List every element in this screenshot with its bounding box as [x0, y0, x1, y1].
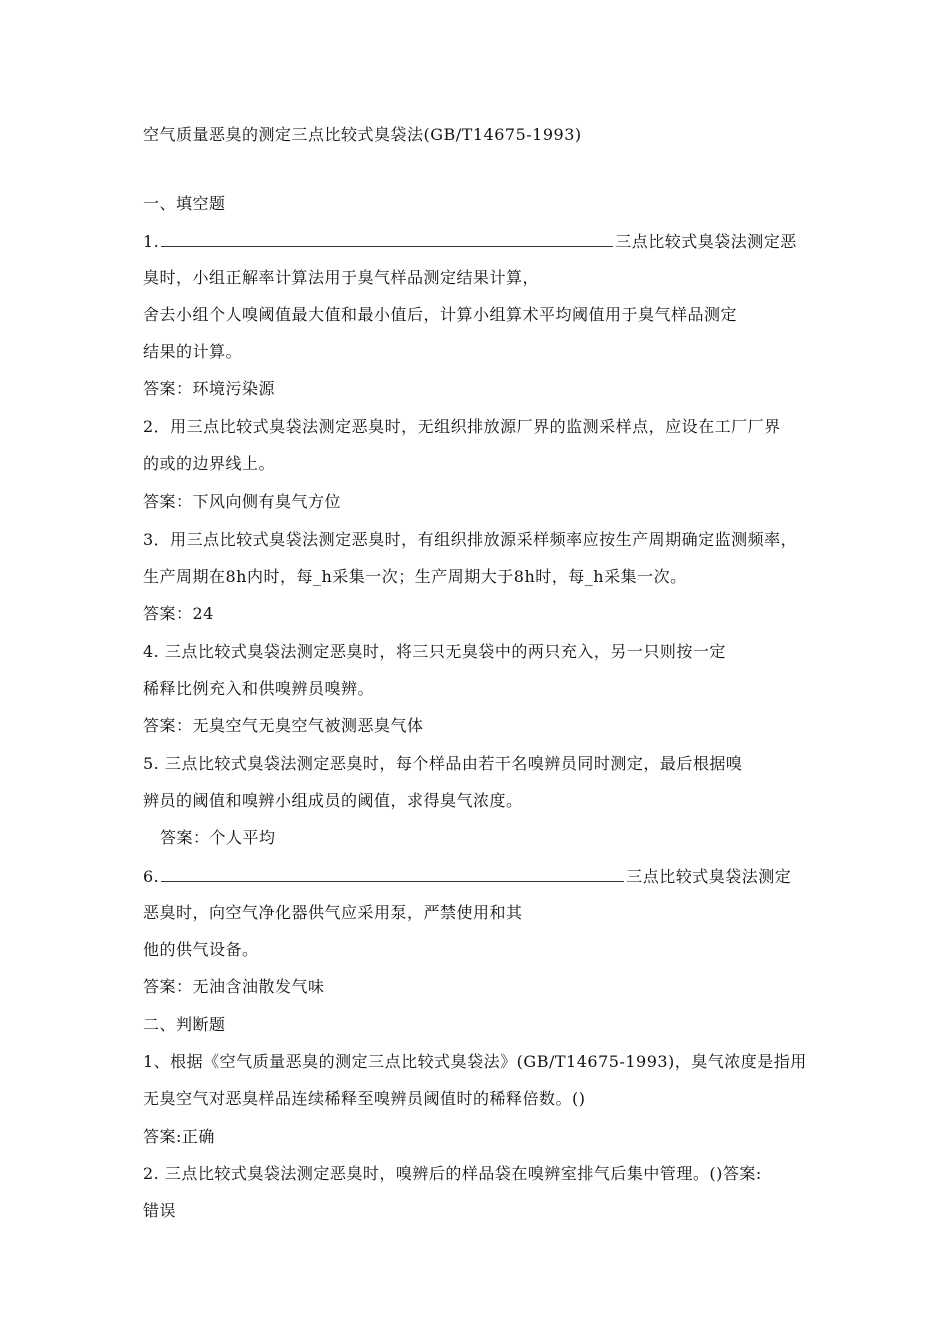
- q1-answer: 答案：环境污染源: [143, 379, 276, 398]
- q1-blank: [161, 230, 613, 247]
- q2-answer: 答案：下风向侧有臭气方位: [143, 492, 342, 511]
- tf2-line2: 错误: [143, 1201, 177, 1220]
- tf2-line1: 2. 三点比较式臭袋法测定恶臭时，嗅辨后的样品袋在嗅辨室排气后集中管理。()答案:: [143, 1164, 762, 1183]
- q1-line3: 舍去小组个人嗅阈值最大值和最小值后，计算小组算术平均阈值用于臭气样品测定: [143, 305, 738, 324]
- document-title: 空气质量恶臭的测定三点比较式臭袋法(GB/T14675-1993): [143, 125, 582, 144]
- q6-line1: [143, 865, 791, 888]
- q1-line1-text: 三点比较式臭袋法测定恶: [615, 232, 797, 251]
- q2-line2: 的或的边界线上。: [143, 454, 276, 473]
- q4-line1: 4. 三点比较式臭袋法测定恶臭时，将三只无臭袋中的两只充入，另一只则按一定: [143, 642, 726, 661]
- q1-line1: [143, 230, 797, 253]
- q1-line4: 结果的计算。: [143, 342, 243, 361]
- section-heading-fill-in: 一、填空题: [143, 194, 226, 213]
- q6-number: 6.: [143, 867, 160, 886]
- q5-line2: 辨员的阈值和嗅辨小组成员的阈值，求得臭气浓度。: [143, 791, 523, 810]
- q1-number: 1.: [143, 232, 160, 251]
- q2-line1: 2．用三点比较式臭袋法测定恶臭时，无组织排放源厂界的监测采样点，应设在工厂厂界: [143, 417, 781, 436]
- tf1-line2: 无臭空气对恶臭样品连续稀释至嗅辨员阈值时的稀释倍数。(): [143, 1089, 586, 1108]
- q5-answer: 答案：个人平均: [160, 828, 276, 847]
- q6-line1-text: 三点比较式臭袋法测定: [626, 867, 792, 886]
- tf1-line1: 1、根据《空气质量恶臭的测定三点比较式臭袋法》(GB/T14675-1993)，臭气浓度是指用: [143, 1052, 807, 1071]
- q3-line2: 生产周期在8h内时，每_h采集一次；生产周期大于8h时，每_h采集一次。: [143, 567, 687, 586]
- q6-line3: 他的供气设备。: [143, 940, 259, 959]
- q6-blank: [161, 865, 624, 882]
- q1-line2: 臭时，小组正解率计算法用于臭气样品测定结果计算，: [143, 268, 540, 287]
- section-heading-true-false: 二、判断题: [143, 1015, 226, 1034]
- q4-line2: 稀释比例充入和供嗅辨员嗅辨。: [143, 679, 375, 698]
- q6-answer: 答案：无油含油散发气味: [143, 977, 325, 996]
- tf1-answer: 答案:正确: [143, 1127, 215, 1146]
- q3-answer: 答案：24: [143, 604, 214, 623]
- q3-line1: 3．用三点比较式臭袋法测定恶臭时，有组织排放源采样频率应按生产周期确定监测频率，: [143, 530, 798, 549]
- q4-answer: 答案：无臭空气无臭空气被测恶臭气体: [143, 716, 424, 735]
- q6-line2: 恶臭时，向空气净化器供气应采用泵，严禁使用和其: [143, 903, 523, 922]
- q5-line1: 5. 三点比较式臭袋法测定恶臭时，每个样品由若干名嗅辨员同时测定，最后根据嗅: [143, 754, 743, 773]
